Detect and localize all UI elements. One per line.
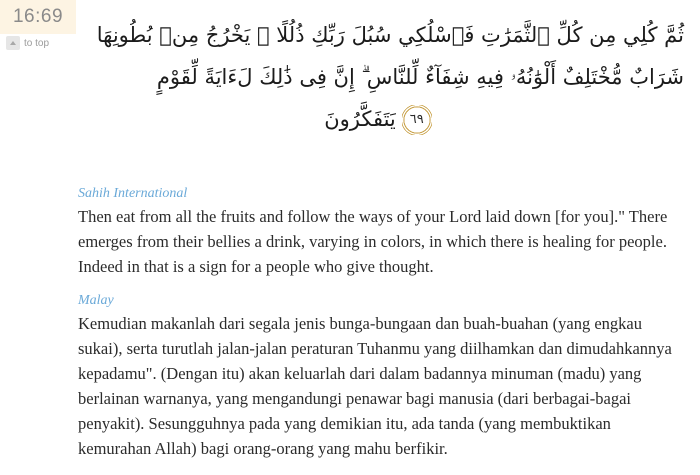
arabic-line-3: يَتَفَكَّرُ‌ونَ: [324, 107, 396, 131]
to-top-label: to top: [24, 37, 50, 49]
ayah-number-marker: ٦٩: [402, 105, 432, 135]
status-corner: [0, 0, 76, 58]
translations-section: [78, 186, 678, 475]
translation-text: Then eat from all the fruits and follow the ways of your Lord laid down [for you]." There emerges from their bellies a drink, varying in colors, in which there is healing for people. Indeed in that is a sign for a people who give thought.: [78, 207, 668, 276]
translation-sahih-international: [78, 186, 678, 279]
arabic-verse: [78, 14, 684, 140]
translation-title[interactable]: Malay: [78, 293, 114, 308]
translation-malay: [78, 293, 678, 461]
clock: 16:69: [0, 0, 76, 34]
arabic-line-3-with-marker: [78, 98, 684, 140]
to-top-button[interactable]: [6, 36, 49, 50]
translation-title[interactable]: Sahih International: [78, 186, 188, 201]
arabic-line-2: شَرَ‌ابٌ مُّخْتَلِفٌ أَلْوَ‌ٰنُهُۥ فِيهِ شِفَآءٌ لِّلنَّاسِ ۗ إِنَّ فِى ذَ‌ٰلِكَ لَءَايَةً لِّقَوْمٍ: [156, 65, 684, 89]
translation-text: Kemudian makanlah dari segala jenis bunga-bungaan dan buah-buahan (yang engkau sukai), serta turutlah jalan-jalan peraturan Tuhanmu yang diilhamkan dan dimudahkannya kepadamu". (Dengan itu) akan keluarlah dari dalam badannya minuman (madu) yang berlainan warnanya, yang mengandungi penawar bagi manusia (dari berbagai-bagai penyakit). Sesungguhnya pada yang demikian itu, ada tanda (yang membuktikan kemurahan Allah) bagi orang-orang yang mahu berfikir.: [78, 314, 672, 458]
caret-up-icon: [6, 36, 20, 50]
arabic-line-1: ثُمَّ كُلِي مِن كُلِّ ٱلثَّمَرَ‌ٰتِ فَٱسْلُكِي سُبُلَ رَبِّكِ ذُلُلًا ۚ يَخْرُ‌جُ مِنۢ بُطُونِهَا: [96, 23, 684, 47]
